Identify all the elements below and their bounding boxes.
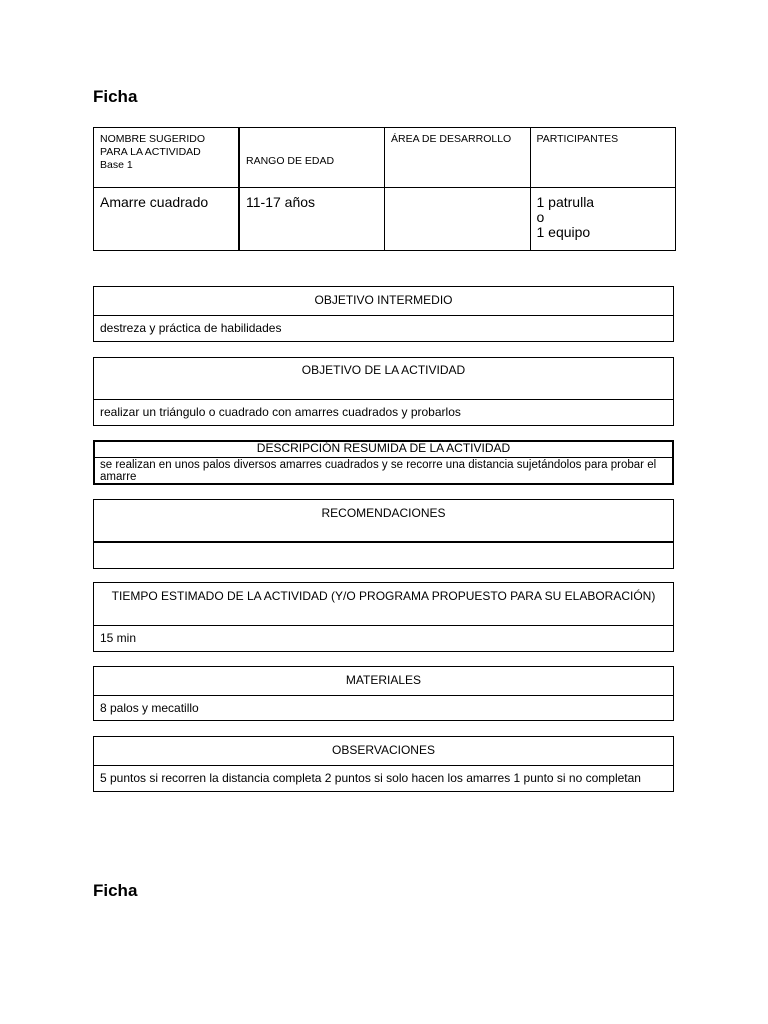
value-nombre: Amarre cuadrado: [94, 188, 240, 251]
header-rango: RANGO DE EDAD: [239, 128, 385, 188]
objetivo-intermedio-value: destreza y práctica de habilidades: [100, 321, 282, 335]
header-area: ÁREA DE DESARROLLO: [385, 128, 531, 188]
recomendaciones-box: [93, 499, 674, 569]
header-nombre-label: NOMBRE SUGERIDO PARA LA ACTIVIDAD: [100, 133, 206, 158]
header-nombre: [94, 128, 240, 188]
tiempo-box: [93, 582, 674, 652]
tiempo-value: 15 min: [100, 631, 137, 645]
descripcion-label: DESCRIPCIÓN RESUMIDA DE LA ACTIVIDAD: [95, 442, 672, 458]
value-participantes: [530, 188, 676, 251]
materiales-label: MATERIALES: [94, 667, 673, 696]
objetivo-actividad-label: OBJETIVO DE LA ACTIVIDAD: [94, 358, 673, 400]
objetivo-intermedio-label: OBJETIVO INTERMEDIO: [94, 287, 673, 316]
value-rango: 11-17 años: [239, 188, 385, 251]
header-base-label: Base 1: [100, 159, 133, 171]
objetivo-actividad-box: [93, 357, 674, 426]
value-area: [385, 188, 531, 251]
page-title: Ficha: [93, 87, 138, 106]
objetivo-intermedio-box: [93, 286, 674, 342]
participantes-line-2: o: [536, 209, 545, 225]
participantes-line-1: 1 patrulla: [536, 194, 595, 210]
materiales-value: 8 palos y mecatillo: [100, 701, 199, 715]
recomendaciones-value: [94, 543, 673, 548]
observaciones-label: OBSERVACIONES: [94, 737, 673, 766]
materiales-box: [93, 666, 674, 721]
tiempo-label: TIEMPO ESTIMADO DE LA ACTIVIDAD (Y/O PROGRAMA PROPUESTO PARA SU ELABORACIÓN): [94, 583, 673, 626]
header-participantes: PARTICIPANTES: [530, 128, 676, 188]
descripcion-box: [93, 440, 674, 485]
observaciones-value: 5 puntos si recorren la distancia completa 2 puntos si solo hacen los amarres 1 punto si no completan: [100, 771, 641, 785]
page-title-2: Ficha: [93, 881, 138, 900]
recomendaciones-label: RECOMENDACIONES: [94, 500, 673, 543]
objetivo-actividad-value: realizar un triángulo o cuadrado con amarres cuadrados y probarlos: [100, 405, 461, 419]
observaciones-box: [93, 736, 674, 792]
descripcion-value: se realizan en unos palos diversos amarres cuadrados y se recorre una distancia sujetándolos para probar el amarre: [100, 459, 657, 483]
activity-info-table: [93, 127, 676, 251]
participantes-line-3: 1 equipo: [536, 224, 591, 240]
